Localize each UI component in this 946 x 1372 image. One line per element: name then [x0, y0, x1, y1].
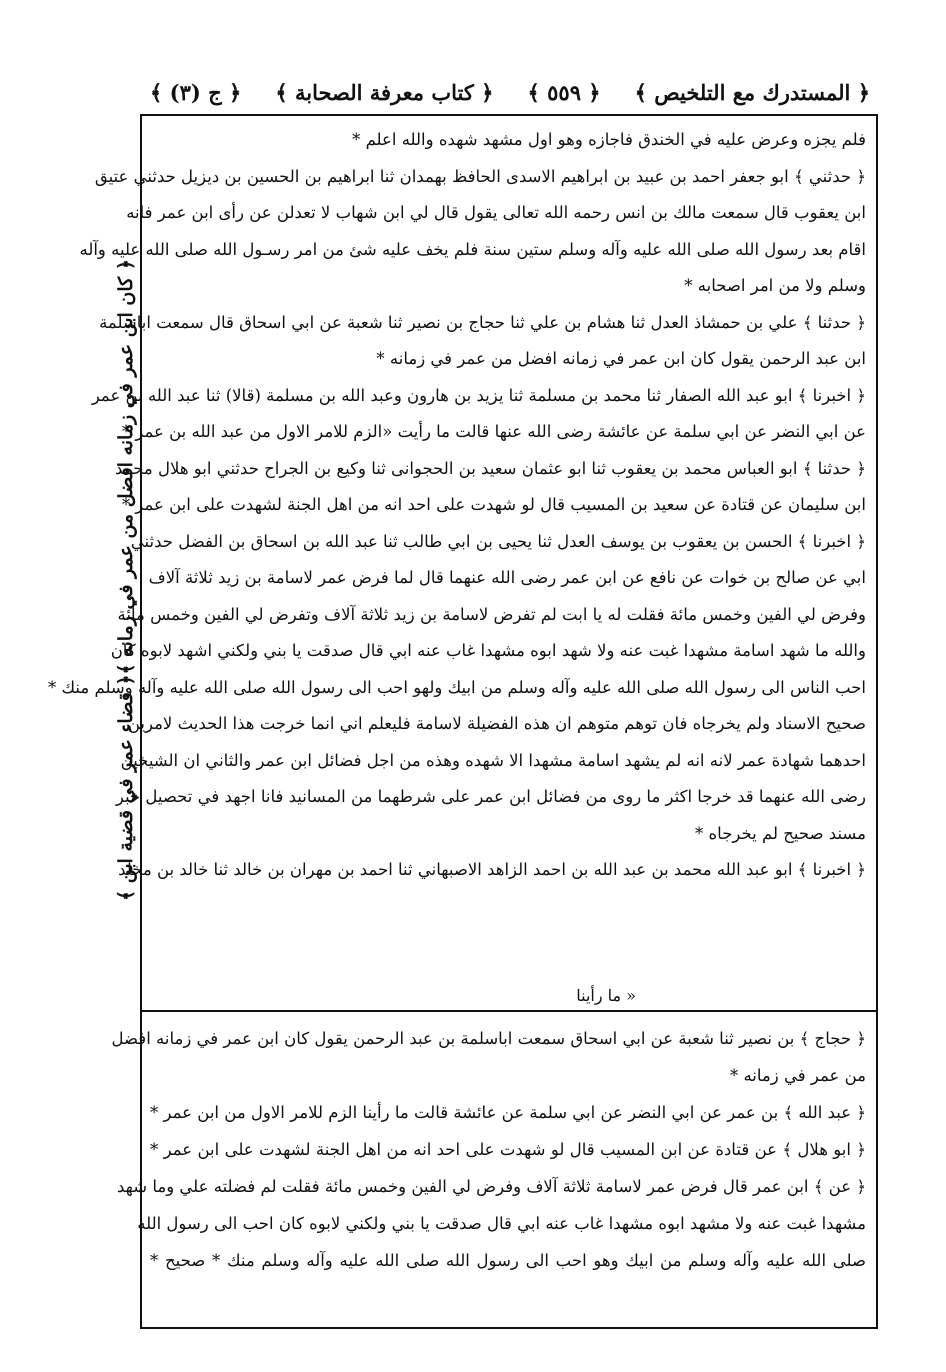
footnote-marker-row [150, 982, 866, 1010]
summary-line: ﴿ عبد الله ﴾ بن عمر عن ابي النضر عن ابي سلمة عن عائشة قالت ما رأينا الزم للامر الاول من ابن عمر * [150, 1103, 866, 1122]
text-line: ابي عن صالح بن خوات عن نافع عن ابن عمر رضى الله عنهما قال لما فرض عمر لاسامة بن زيد ثلاثة آلاف [148, 568, 866, 587]
running-header [150, 70, 870, 114]
text-line: وفرض لي الفين وخمس مائة فقلت له يا ابت لم تفرض لاسامة بن زيد ثلاثة آلاف وتفرض لي الفين وخمس مائة [117, 604, 866, 624]
header-section-title: ﴿ كتاب معرفة الصحابة ﴾ [275, 79, 494, 105]
talkhis-summary [111, 1020, 866, 1279]
header-book-title: ﴿ المستدرك مع التلخيص ﴾ [634, 79, 870, 105]
text-line: احب الناس الى رسول الله صلى الله عليه وآله وسلم من ابيك ولهو احب الى رسول الله صلى الله عليه وآله وسلم منك * [48, 677, 866, 697]
text-line: والله ما شهد اسامة مشهدا غبت عنه ولا شهد ابوه مشهدا غاب عنه ابي قال صدقت يا بني ولكني اشهد لابوه كان [110, 641, 866, 660]
text-line: ﴿ اخبرنا ﴾ الحسن بن يعقوب بن يوسف العدل ثنا يحيى بن ابي طالب ثنا عبد الله بن اسحاق بن الفضل حدثني [130, 531, 866, 551]
footnote-marker: « ما رأينا [576, 986, 636, 1005]
text-line: ابن سليمان عن قتادة عن سعيد بن المسيب قال لو شهدت على احد انه من اهل الجنة لشهدت على ابن عمر * [121, 495, 866, 514]
text-line: وسلم ولا من امر اصحابه * [684, 276, 866, 295]
text-line: ابن يعقوب قال سمعت مالك بن انس رحمه الله تعالى يقول قال لي ابن شهاب لا تعدلن عن رأى ابن عمر فانه [126, 203, 866, 222]
summary-line: ﴿ ابو هلال ﴾ عن قتادة عن ابن المسيب قال لو شهدت على احد انه من اهل الجنة لشهدت على ابن عمر * [150, 1140, 866, 1159]
text-line: عن ابي النضر عن ابي سلمة عن عائشة رضى الله عنها قالت ما رأيت «الزم للامر الاول من عبد الله بن عمر * [121, 422, 866, 441]
summary-line: ﴿ عن ﴾ ابن عمر قال فرض عمر لاسامة ثلاثة آلاف وفرض لي الفين وخمس مائة فقلت لم فضلته علي وما شهد [117, 1177, 866, 1196]
text-line: رضى الله عنهما قد خرجا اكثر ما روى من فضائل ابن عمر على شرطهما من المسانيد فانا اجهد في تحصيل خبر [115, 787, 866, 806]
text-line: ابن عبد الرحمن يقول كان ابن عمر في زمانه افضل من عمر في زمانه * [376, 349, 866, 368]
summary-line: من عمر في زمانه * [729, 1066, 866, 1085]
header-volume: ﴿ ج (٣) ﴾ [150, 79, 242, 105]
text-line: مسند صحيح لم يخرجاه * [695, 823, 866, 843]
summary-line: مشهدا غبت عنه ولا مشهد ابوه مشهدا غاب عنه ابي قال صدقت يا بني ولكني لابوه كان احب الى رسول الله [137, 1214, 866, 1233]
margin-note-text: ﴿ كان ابن عمر في زمانه افضل من عمر في زمانه ﴾﴿ قضاء عمر في قضية ابن ﴾ [115, 259, 137, 901]
text-line: فلم يجزه وعرض عليه في الخندق فاجازه وهو اول مشهد شهده والله اعلم * [352, 130, 866, 149]
text-line: صحيح الاسناد ولم يخرجاه فان توهم متوهم ان هذه الفضيلة لاسامة فليعلم اني انما خرجت هذا الحديث لامرين [127, 714, 866, 733]
text-line: ﴿ حدثنا ﴾ ابو العباس محمد بن يعقوب ثنا ابو عثمان سعيد بن الحجوانى ثنا وكيع بن الجراح حدثني ابو هلال محمد [115, 458, 866, 478]
header-page-number: ﴿ ٥٥٩ ﴾ [527, 79, 601, 105]
text-line: ﴿ اخبرنا ﴾ ابو عبد الله محمد بن عبد الله بن احمد الزاهد الاصبهاني ثنا احمد بن مهران بن خالد ثنا خالد بن مخلد [118, 860, 866, 879]
text-line: ﴿ حدثني ﴾ ابو جعفر احمد بن عبيد بن ابراهيم الاسدى الحافظ بهمدان ثنا ابراهيم بن الحسين بن ديزيل حدثني عتيق [94, 166, 866, 186]
text-line: احدهما شهادة عمر لانه انه لم يشهد اسامة مشهدا الا شهده وهذه من اجل فضائل ابن عمر والثاني ان الشيخين [120, 750, 866, 770]
text-line: اقام بعد رسول الله صلى الله عليه وآله وسلم ستين سنة فلم يخف عليه شئ من امر رسـول الله صلى الله عليه وآله [79, 239, 866, 259]
text-line: ﴿ اخبرنا ﴾ ابو عبد الله الصفار ثنا محمد بن مسلمة ثنا يزيد بن هارون وعبد الله بن مسلمة (قالا) ثنا عبد الله بن عمر [91, 385, 866, 405]
summary-line: ﴿ حجاج ﴾ بن نصير ثنا شعبة عن ابي اسحاق سمعت اباسلمة بن عبد الرحمن يقول كان ابن عمر في زمانه افضل [111, 1029, 866, 1048]
footnote-divider [140, 1010, 878, 1012]
text-line: ﴿ حدثنا ﴾ علي بن حمشاذ العدل ثنا هشام بن علي ثنا حجاج بن نصير ثنا شعبة عن ابي اسحاق قال سمعت اباسلمة [99, 312, 866, 332]
summary-line: صلى الله عليه وآله وسلم من ابيك وهو احب الى رسول الله صلى الله عليه وآله وسلم منك * صحيح * [150, 1251, 866, 1270]
